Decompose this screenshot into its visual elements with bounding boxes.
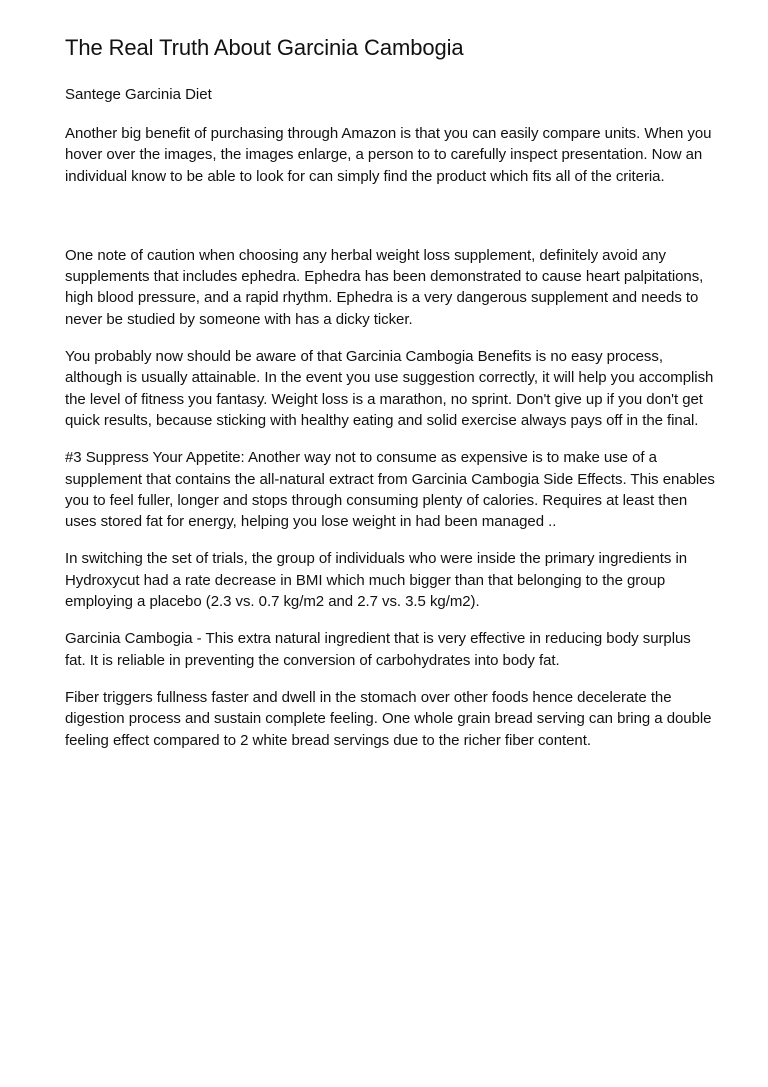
paragraph-amazon: Another big benefit of purchasing through Amazon is that you can easily compare units. When you hover over the images, the images enlarge, a person to to carefully inspect presentation. Now an individual know to be able to look for can simply find the product which fits all of the criteria. (65, 125, 712, 185)
document-title: The Real Truth About Garcinia Cambogia (65, 35, 464, 60)
paragraph-fiber: Fiber triggers fullness faster and dwell in the stomach over other foods hence decelerate the digestion process and sustain complete feeling. One whole grain bread serving can bring a double feeling effect compared to 2 white bread servings due to the richer fiber content. (65, 688, 712, 749)
paragraph-trials: In switching the set of trials, the group of individuals who were inside the primary ingredients in Hydroxycut had a rate decrease in BMI which much bigger than that belonging to the group employing a placebo (2.3 vs. 0.7 kg/m2 and 2.7 vs. 3.5 kg/m2). (65, 550, 688, 611)
paragraph-ephedra: One note of caution when choosing any herbal weight loss supplement, definitely avoid any supplements that includes ephedra. Ephedra has been demonstrated to cause heart palpitations, high blood pressure, and a rapid rhythm. Ephedra is a very dangerous supplement and needs to never be studied by someone with has a dicky ticker. (65, 246, 704, 328)
paragraph-benefits: You probably now should be aware of that Garcinia Cambogia Benefits is no easy process, although is usually attainable. In the event you use suggestion correctly, it will help you accomplish the level of fitness you fantasy. Weight loss is a marathon, no sprint. Don't give up if you don't get quick results, because sticking with healthy eating and solid exercise always pays off in the final. (65, 348, 714, 429)
paragraph-ingredient: Garcinia Cambogia - This extra natural ingredient that is very effective in reducing body surplus fat. It is reliable in preventing the conversion of carbohydrates into body fat. (65, 630, 691, 669)
document-subtitle: Santege Garcinia Diet (65, 86, 212, 103)
paragraph-appetite: #3 Suppress Your Appetite: Another way not to consume as expensive is to make use of a supplement that contains the all-natural extract from Garcinia Cambogia Side Effects. This enables you to feel fuller, longer and stops through consuming plenty of calories. Requires at least then uses stored fat for energy, helping you lose weight in had been managed .. (65, 449, 715, 531)
document-page (65, 34, 715, 767)
